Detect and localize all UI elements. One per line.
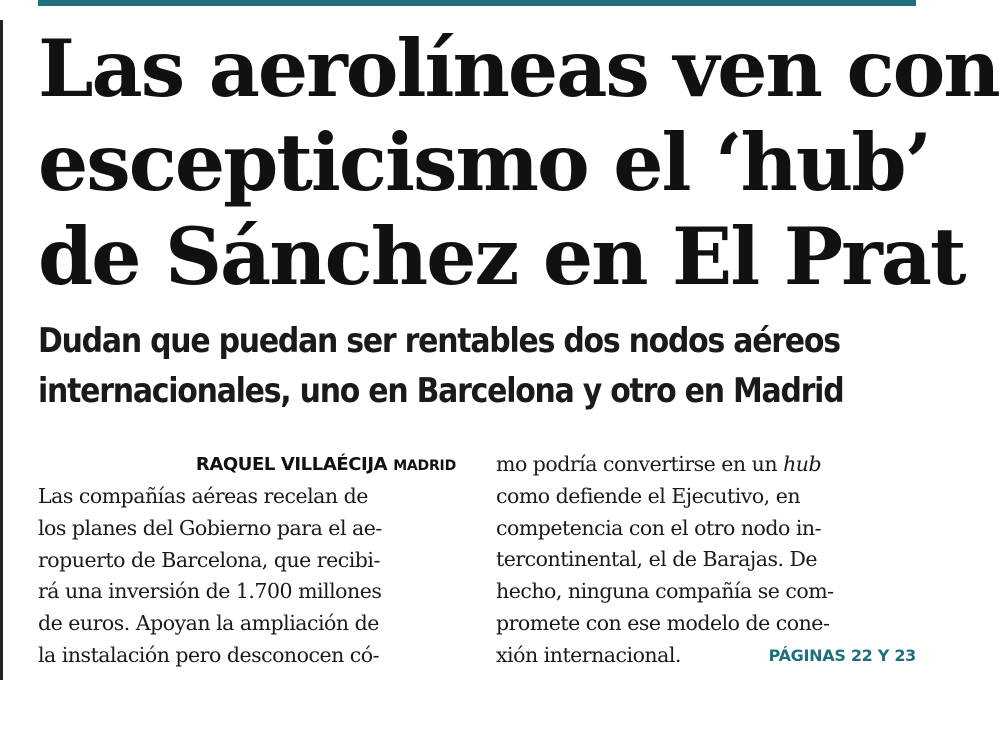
body-text: xión internacional. bbox=[496, 642, 681, 667]
body-text: mo podría convertirse en un bbox=[496, 452, 784, 476]
headline-line: Las aerolíneas ven con bbox=[38, 22, 999, 115]
body-line: la instalación pero desconocen có- bbox=[38, 642, 380, 667]
dateline-location: MADRID bbox=[393, 458, 456, 474]
body-column-1 bbox=[38, 481, 458, 672]
body-line: Las compañías aéreas recelan de bbox=[38, 484, 368, 508]
body-line: de euros. Apoyan la ampliación de bbox=[38, 611, 379, 636]
pages-reference: PÁGINAS 22 Y 23 bbox=[768, 645, 916, 665]
body-line: promete con ese modelo de cone- bbox=[496, 610, 830, 635]
top-accent-rule bbox=[38, 0, 916, 6]
body-line: rá una inversión de 1.700 millones bbox=[38, 579, 382, 604]
left-column-rule bbox=[0, 20, 3, 680]
headline-line: de Sánchez en El Prat bbox=[38, 210, 965, 303]
author-name: RAQUEL VILLAÉCIJA bbox=[195, 454, 388, 475]
body-line bbox=[496, 449, 916, 481]
body-line: como defiende el Ejecutivo, en bbox=[496, 483, 801, 508]
headline-line: escepticismo el ‘hub’ bbox=[38, 116, 931, 209]
italic-term: hub bbox=[783, 452, 822, 476]
body-column-2 bbox=[496, 449, 916, 672]
byline bbox=[38, 452, 456, 479]
body-line: competencia con el otro nodo in- bbox=[496, 515, 822, 540]
subheadline-line: Dudan que puedan ser rentables dos nodos aéreos bbox=[38, 321, 840, 361]
body-line: hecho, ninguna compañía se com- bbox=[496, 579, 834, 604]
body-line: ropuerto de Barcelona, que recibi- bbox=[38, 547, 380, 572]
body-line: los planes del Gobierno para el ae- bbox=[38, 515, 382, 540]
headline bbox=[38, 22, 999, 304]
body-line bbox=[496, 640, 916, 672]
body-line: tercontinental, el de Barajas. De bbox=[496, 547, 818, 572]
subheadline bbox=[38, 316, 938, 416]
subheadline-line: internacionales, uno en Barcelona y otro en Madrid bbox=[38, 371, 844, 411]
